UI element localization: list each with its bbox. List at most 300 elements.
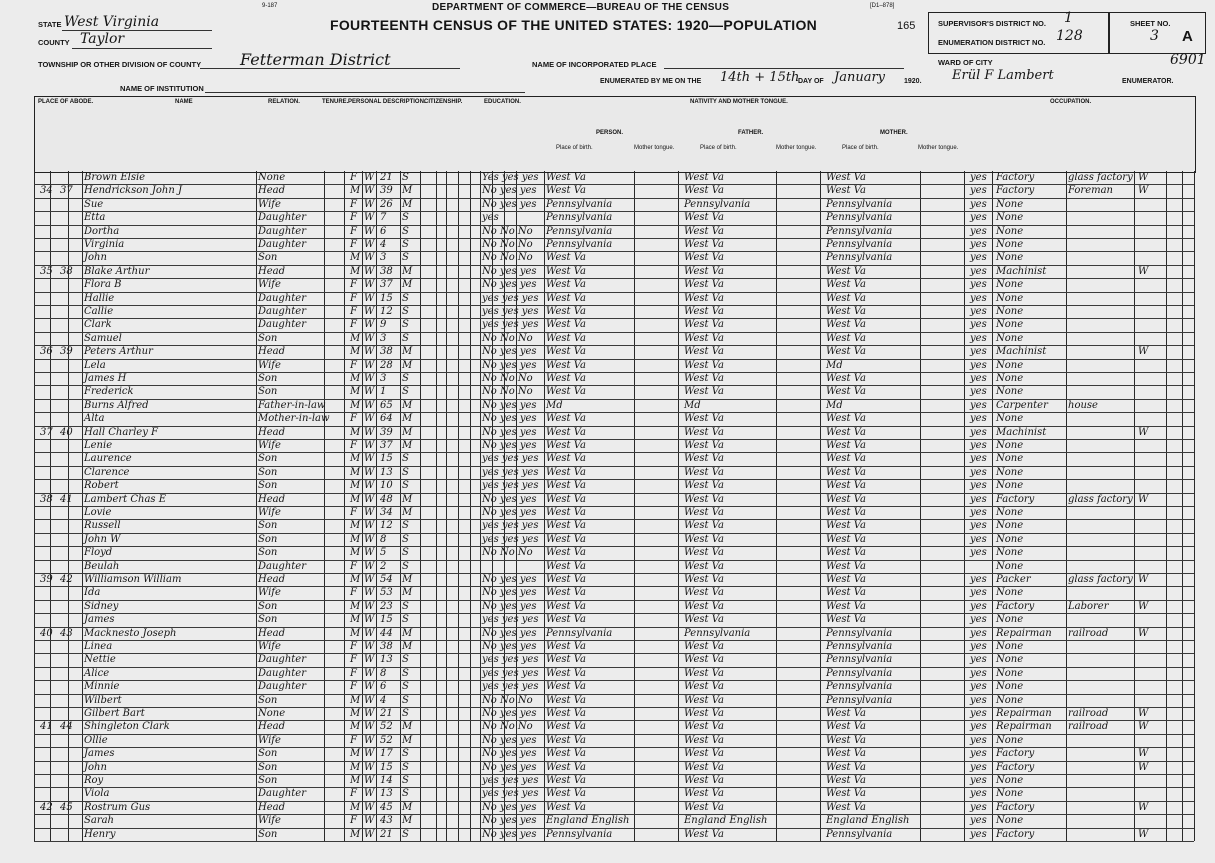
- hdr-person: PERSON.: [596, 130, 624, 136]
- family-number: 41: [60, 493, 73, 505]
- class-of-worker: W: [1138, 761, 1149, 773]
- industry: [1068, 251, 1134, 265]
- industry: railroad: [1068, 708, 1109, 719]
- trade: None: [996, 198, 1024, 210]
- dwelling-number: [40, 292, 58, 306]
- family-number: [60, 211, 78, 225]
- birthplace-father: West Va: [684, 614, 724, 626]
- industry: [1068, 694, 1134, 708]
- birthplace-mother: West Va: [826, 547, 866, 559]
- hdr-occupation: OCCUPATION.: [1050, 99, 1092, 105]
- class-of-worker: W: [1138, 346, 1149, 358]
- relation: Son: [258, 453, 278, 465]
- birthplace-father: West Va: [684, 788, 724, 800]
- dwelling-number: [40, 667, 58, 681]
- birthplace-mother: West Va: [826, 386, 866, 398]
- table-row: [34, 586, 1194, 600]
- speaks-english: yes: [970, 480, 987, 492]
- table-row: [34, 225, 1194, 239]
- class-of-worker: [1138, 292, 1164, 306]
- trade: None: [996, 413, 1024, 425]
- age: 3: [380, 373, 387, 384]
- birthplace-person: England English: [546, 815, 630, 827]
- industry: [1068, 412, 1134, 426]
- speaks-english: yes: [970, 574, 987, 585]
- race: W: [364, 332, 375, 344]
- age: 39: [380, 426, 393, 438]
- hdr-pob-person: Place of birth.: [556, 145, 593, 151]
- age: 8: [380, 667, 387, 679]
- trade: None: [996, 279, 1024, 291]
- birthplace-person: West Va: [546, 761, 586, 773]
- family-number: [60, 600, 78, 614]
- birthplace-mother: West Va: [826, 574, 866, 585]
- birthplace-father: West Va: [684, 748, 724, 760]
- class-of-worker: W: [1138, 574, 1149, 585]
- class-of-worker: W: [1138, 600, 1149, 612]
- dwelling-number: [40, 747, 58, 761]
- race: W: [364, 721, 375, 733]
- table-row: [34, 506, 1194, 520]
- trade: Factory: [996, 828, 1035, 840]
- table-row: [34, 359, 1194, 373]
- race: W: [364, 547, 375, 559]
- family-number: [60, 560, 78, 574]
- relation: Son: [258, 614, 278, 626]
- education: No yes yes: [482, 426, 537, 438]
- class-of-worker: [1138, 385, 1164, 399]
- relation: Wife: [258, 587, 281, 599]
- age: 9: [380, 319, 387, 331]
- industry: [1068, 653, 1134, 667]
- relation: Head: [258, 265, 286, 277]
- dwelling-number: [40, 506, 58, 520]
- sex: M: [350, 453, 361, 465]
- family-number: [60, 640, 78, 654]
- relation: Daughter: [258, 560, 306, 572]
- person-name: Etta: [84, 212, 106, 224]
- person-name: Clark: [84, 319, 112, 331]
- class-of-worker: W: [1138, 708, 1149, 719]
- age: 54: [380, 574, 393, 585]
- person-name: Minnie: [84, 681, 120, 693]
- family-number: [60, 412, 78, 426]
- industry: [1068, 345, 1134, 359]
- county-underline: [72, 48, 212, 49]
- marital-status: S: [402, 292, 409, 304]
- table-row: [34, 801, 1194, 815]
- dwelling-number: 37: [40, 426, 53, 438]
- trade: None: [996, 788, 1024, 800]
- industry: [1068, 479, 1134, 493]
- sex: F: [350, 815, 357, 827]
- speaks-english: yes: [970, 533, 987, 545]
- birthplace-father: West Va: [684, 533, 724, 545]
- relation: Wife: [258, 440, 281, 451]
- person-name: Nettie: [84, 654, 116, 666]
- table-row: [34, 694, 1194, 708]
- dwelling-number: [40, 586, 58, 600]
- township-underline: [200, 68, 460, 69]
- family-number: [60, 278, 78, 292]
- class-of-worker: [1138, 667, 1164, 681]
- person-name: Ollie: [84, 734, 108, 746]
- race: W: [364, 279, 375, 291]
- birthplace-father: West Va: [684, 292, 724, 304]
- sex: M: [350, 775, 361, 786]
- speaks-english: yes: [970, 734, 987, 746]
- birthplace-person: West Va: [546, 453, 586, 465]
- industry: [1068, 787, 1134, 801]
- birthplace-person: West Va: [546, 292, 586, 304]
- birthplace-mother: Pennsylvania: [826, 681, 893, 693]
- birthplace-mother: West Va: [826, 265, 866, 277]
- race: W: [364, 386, 375, 398]
- education: yes yes yes: [482, 292, 539, 304]
- age: 4: [380, 239, 387, 250]
- table-row: [34, 828, 1194, 842]
- family-number: [60, 747, 78, 761]
- dwelling-number: [40, 640, 58, 654]
- speaks-english: yes: [970, 252, 987, 264]
- sex: M: [350, 828, 361, 840]
- speaks-english: yes: [970, 627, 987, 639]
- relation: None: [258, 172, 286, 183]
- sex: M: [350, 520, 361, 532]
- family-number: [60, 761, 78, 775]
- birthplace-person: Md: [546, 399, 563, 411]
- person-name: Beulah: [84, 560, 120, 572]
- birthplace-mother: West Va: [826, 748, 866, 760]
- industry: [1068, 734, 1134, 748]
- sex: M: [350, 708, 361, 719]
- sex: M: [350, 627, 361, 639]
- sex: F: [350, 306, 357, 317]
- trade: None: [996, 614, 1024, 626]
- relation: Wife: [258, 507, 281, 518]
- race: W: [364, 734, 375, 746]
- speaks-english: yes: [970, 198, 987, 210]
- table-row: [34, 707, 1194, 721]
- age: 6: [380, 225, 387, 237]
- trade: Factory: [996, 748, 1035, 760]
- birthplace-person: Pennsylvania: [546, 239, 613, 250]
- industry: railroad: [1068, 721, 1109, 733]
- education: [482, 560, 542, 574]
- person-name: Roy: [84, 775, 104, 786]
- education: yes yes yes: [482, 533, 539, 545]
- age: 14: [380, 775, 393, 786]
- birthplace-father: West Va: [684, 480, 724, 492]
- age: 38: [380, 346, 393, 358]
- trade: None: [996, 681, 1024, 693]
- race: W: [364, 399, 375, 411]
- birthplace-person: Pennsylvania: [546, 212, 613, 224]
- education: No yes yes: [482, 413, 537, 425]
- person-name: John W: [84, 533, 121, 545]
- family-number: 43: [60, 627, 73, 639]
- birthplace-person: West Va: [546, 788, 586, 800]
- birthplace-father: West Va: [684, 507, 724, 518]
- industry: [1068, 560, 1134, 574]
- trade: None: [996, 547, 1024, 559]
- birthplace-person: West Va: [546, 641, 586, 652]
- industry: [1068, 225, 1134, 239]
- education: No yes yes: [482, 493, 537, 505]
- marital-status: M: [402, 346, 413, 358]
- education: No No No: [482, 721, 533, 733]
- age: 48: [380, 493, 393, 505]
- dwelling-number: [40, 372, 58, 386]
- speaks-english: yes: [970, 185, 987, 197]
- hdr-relation: RELATION.: [268, 99, 300, 105]
- table-row: [34, 560, 1194, 574]
- birthplace-mother: West Va: [826, 453, 866, 465]
- industry: [1068, 466, 1134, 480]
- industry: [1068, 278, 1134, 292]
- race: W: [364, 198, 375, 210]
- dwelling-number: [40, 332, 58, 346]
- industry: [1068, 774, 1134, 788]
- birthplace-person: West Va: [546, 614, 586, 626]
- age: 10: [380, 480, 393, 492]
- race: W: [364, 600, 375, 612]
- birthplace-father: West Va: [684, 574, 724, 585]
- family-number: [60, 238, 78, 252]
- speaks-english: yes: [970, 708, 987, 719]
- family-number: 40: [60, 426, 73, 438]
- dwelling-number: [40, 359, 58, 373]
- sheet-label: SHEET NO.: [1130, 19, 1171, 28]
- age: 1: [380, 386, 387, 398]
- birthplace-mother: Md: [826, 359, 843, 371]
- speaks-english: yes: [970, 319, 987, 331]
- birthplace-father: West Va: [684, 600, 724, 612]
- speaks-english: yes: [970, 815, 987, 827]
- sex: M: [350, 547, 361, 559]
- marital-status: S: [402, 520, 409, 532]
- trade: None: [996, 212, 1024, 224]
- speaks-english: yes: [970, 279, 987, 291]
- sex: F: [350, 641, 357, 652]
- marital-status: M: [402, 440, 413, 451]
- dwelling-number: [40, 211, 58, 225]
- grid-column-rule: [1194, 171, 1195, 841]
- person-name: Flora B: [84, 279, 122, 291]
- class-of-worker: [1138, 613, 1164, 627]
- marital-status: S: [402, 828, 409, 840]
- speaks-english: yes: [970, 667, 987, 679]
- age: 23: [380, 600, 393, 612]
- table-row: [34, 774, 1194, 788]
- education: No yes yes: [482, 198, 537, 210]
- relation: Daughter: [258, 319, 306, 331]
- family-number: [60, 452, 78, 466]
- sex: F: [350, 667, 357, 679]
- industry: [1068, 680, 1134, 694]
- birthplace-person: West Va: [546, 801, 586, 813]
- birthplace-mother: West Va: [826, 801, 866, 813]
- table-row: [34, 238, 1194, 252]
- birthplace-father: West Va: [684, 641, 724, 652]
- marital-status: M: [402, 265, 413, 277]
- relation: Son: [258, 694, 278, 706]
- race: W: [364, 319, 375, 331]
- relation: Head: [258, 493, 286, 505]
- speaks-english: yes: [970, 788, 987, 800]
- race: W: [364, 453, 375, 465]
- trade: None: [996, 533, 1024, 545]
- state-label: STATE: [38, 20, 62, 29]
- race: W: [364, 815, 375, 827]
- industry: [1068, 814, 1134, 828]
- dwelling-number: [40, 519, 58, 533]
- sex: M: [350, 748, 361, 760]
- trade: None: [996, 654, 1024, 666]
- person-name: Sidney: [84, 600, 119, 612]
- birthplace-person: West Va: [546, 319, 586, 331]
- birthplace-person: West Va: [546, 373, 586, 384]
- person-name: Macknesto Joseph: [84, 627, 177, 639]
- table-row: [34, 787, 1194, 801]
- education: No yes yes: [482, 346, 537, 358]
- marital-status: S: [402, 306, 409, 317]
- education: No No No: [482, 373, 533, 384]
- birthplace-mother: West Va: [826, 493, 866, 505]
- person-name: John: [84, 252, 107, 264]
- age: 21: [380, 708, 393, 719]
- marital-status: M: [402, 815, 413, 827]
- industry: glass factory: [1068, 574, 1133, 585]
- relation: Daughter: [258, 239, 306, 250]
- birthplace-mother: West Va: [826, 708, 866, 719]
- education: yes yes yes: [482, 775, 539, 786]
- family-number: [60, 292, 78, 306]
- industry: [1068, 747, 1134, 761]
- family-number: [60, 787, 78, 801]
- sex: M: [350, 600, 361, 612]
- table-row: [34, 734, 1194, 748]
- family-number: [60, 171, 78, 185]
- birthplace-person: West Va: [546, 600, 586, 612]
- sex: F: [350, 359, 357, 371]
- birthplace-father: Md: [684, 399, 701, 411]
- relation: Son: [258, 547, 278, 559]
- birthplace-mother: Pennsylvania: [826, 694, 893, 706]
- dwelling-number: [40, 828, 58, 842]
- class-of-worker: W: [1138, 801, 1149, 813]
- form-number: 9-187: [262, 3, 278, 9]
- birthplace-person: West Va: [546, 252, 586, 264]
- family-number: [60, 680, 78, 694]
- industry: glass factory: [1068, 172, 1133, 183]
- table-row: [34, 653, 1194, 667]
- industry: Laborer: [1068, 600, 1109, 612]
- person-name: Lovie: [84, 507, 112, 518]
- age: 13: [380, 654, 393, 666]
- table-row: [34, 251, 1194, 265]
- speaks-english: yes: [970, 493, 987, 505]
- family-number: [60, 225, 78, 239]
- sex: F: [350, 681, 357, 693]
- table-row: [34, 292, 1194, 306]
- sex: F: [350, 440, 357, 451]
- birthplace-person: West Va: [546, 574, 586, 585]
- person-name: Hallie: [84, 292, 115, 304]
- table-row: [34, 399, 1194, 413]
- birthplace-father: England English: [684, 815, 768, 827]
- person-name: Robert: [84, 480, 119, 492]
- speaks-english: yes: [970, 641, 987, 652]
- birthplace-father: West Va: [684, 332, 724, 344]
- education: yes yes yes: [482, 667, 539, 679]
- birthplace-person: Pennsylvania: [546, 198, 613, 210]
- dwelling-number: 35: [40, 265, 53, 277]
- race: W: [364, 748, 375, 760]
- family-number: [60, 399, 78, 413]
- person-name: Sue: [84, 198, 104, 210]
- trade: Repairman: [996, 721, 1052, 733]
- age: 65: [380, 399, 393, 411]
- trade: None: [996, 466, 1024, 478]
- family-number: [60, 385, 78, 399]
- person-name: Alice: [84, 667, 110, 679]
- family-number: [60, 707, 78, 721]
- race: W: [364, 172, 375, 183]
- table-row: [34, 372, 1194, 386]
- hdr-father: FATHER.: [738, 130, 764, 136]
- dwelling-number: [40, 318, 58, 332]
- table-row: [34, 265, 1194, 279]
- dwelling-number: [40, 225, 58, 239]
- industry: [1068, 372, 1134, 386]
- industry: [1068, 439, 1134, 453]
- birthplace-father: West Va: [684, 239, 724, 250]
- birthplace-mother: West Va: [826, 466, 866, 478]
- speaks-english: yes: [970, 466, 987, 478]
- birthplace-mother: Md: [826, 399, 843, 411]
- speaks-english: yes: [970, 507, 987, 518]
- race: W: [364, 627, 375, 639]
- education: No yes yes: [482, 828, 537, 840]
- table-row: [34, 573, 1194, 587]
- trade: None: [996, 480, 1024, 492]
- sex: M: [350, 480, 361, 492]
- race: W: [364, 667, 375, 679]
- person-name: Burns Alfred: [84, 399, 149, 411]
- birthplace-father: West Va: [684, 252, 724, 264]
- table-row: [34, 332, 1194, 346]
- dwelling-number: [40, 734, 58, 748]
- speaks-english: yes: [970, 265, 987, 277]
- family-number: [60, 734, 78, 748]
- sex: F: [350, 212, 357, 224]
- race: W: [364, 265, 375, 277]
- page-title: FOURTEENTH CENSUS OF THE UNITED STATES: 1920—POPULATION: [330, 17, 818, 33]
- birthplace-father: Pennsylvania: [684, 627, 751, 639]
- industry: [1068, 452, 1134, 466]
- sex: M: [350, 466, 361, 478]
- birthplace-father: West Va: [684, 547, 724, 559]
- relation: Son: [258, 466, 278, 478]
- race: W: [364, 359, 375, 371]
- relation: Daughter: [258, 654, 306, 666]
- dwelling-number: 40: [40, 627, 53, 639]
- race: W: [364, 480, 375, 492]
- relation: Daughter: [258, 667, 306, 679]
- birthplace-mother: West Va: [826, 346, 866, 358]
- birthplace-person: West Va: [546, 172, 586, 183]
